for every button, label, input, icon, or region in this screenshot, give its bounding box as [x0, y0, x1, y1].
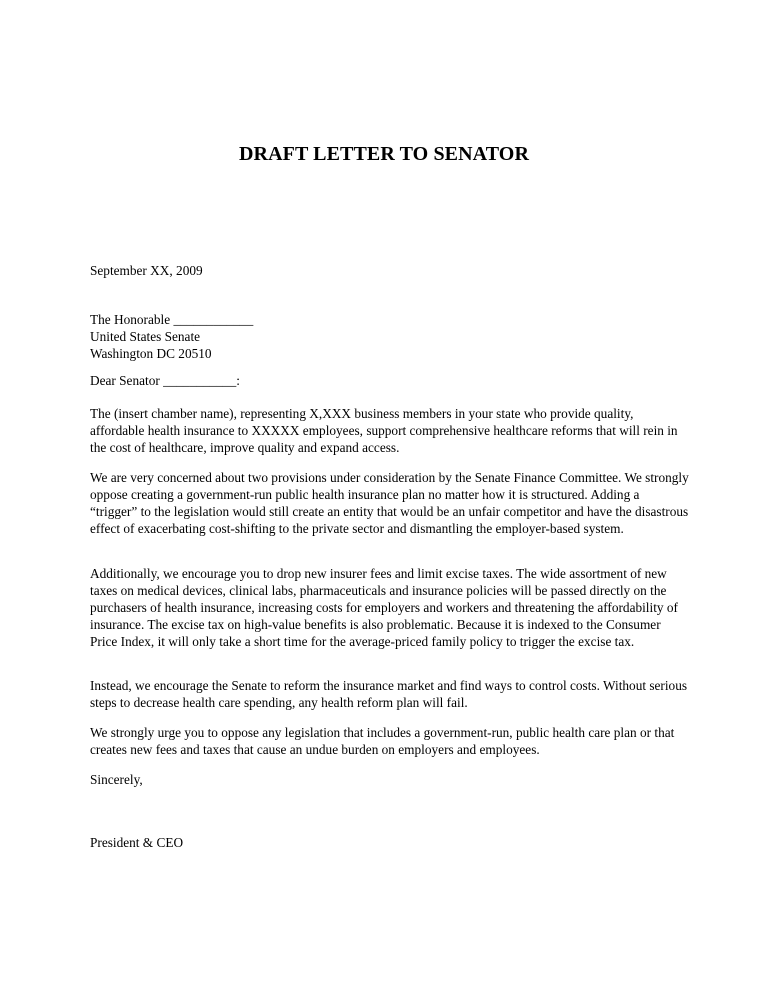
paragraph-introduction: The (insert chamber name), representing X,XXX business members in your state who provide quality, affordable health insurance to XXXXX employees, support comprehensive healthcare reforms that will rein in the cost of healthcare, improve quality and expand access. [90, 406, 678, 455]
recipient-address [90, 311, 690, 362]
letter-date: September XX, 2009 [90, 263, 203, 278]
signature-title: President & CEO [90, 835, 184, 850]
address-line-senate: United States Senate [90, 329, 201, 344]
salutation: Dear Senator ___________: [90, 373, 240, 388]
paragraph-taxes: Additionally, we encourage you to drop new insurer fees and limit excise taxes. The wide assortment of new taxes on medical devices, clinical labs, pharmaceuticals and insurance policies will be passed directly on the purchasers of health insurance, increasing costs for employers and workers and threatening the affordability of insurance. The excise tax on high-value benefits is also problematic. Because it is indexed to the Consumer Price Index, it will only take a short time for the average-priced family policy to trigger the excise tax. [90, 566, 678, 649]
address-line-city: Washington DC 20510 [90, 346, 212, 361]
paragraph-urge: We strongly urge you to oppose any legislation that includes a government-run, public health care plan or that creates new fees and taxes that cause an undue burden on employers and employees. [90, 725, 675, 757]
paragraph-concerns: We are very concerned about two provisions under consideration by the Senate Finance Committee. We strongly oppose creating a government-run public health insurance plan no matter how it is structured. Adding a “trigger” to the legislation would still create an entity that would be an unfair competitor and have the disastrous effect of exacerbating cost-shifting to the private sector and dismantling the employer-based system. [90, 470, 689, 536]
paragraph-reform: Instead, we encourage the Senate to reform the insurance market and find ways to control costs. Without serious steps to decrease health care spending, any health reform plan will fail. [90, 678, 688, 710]
address-line-honorable: The Honorable ____________ [90, 312, 254, 327]
document-title: DRAFT LETTER TO SENATOR [239, 143, 529, 165]
closing: Sincerely, [90, 772, 143, 787]
